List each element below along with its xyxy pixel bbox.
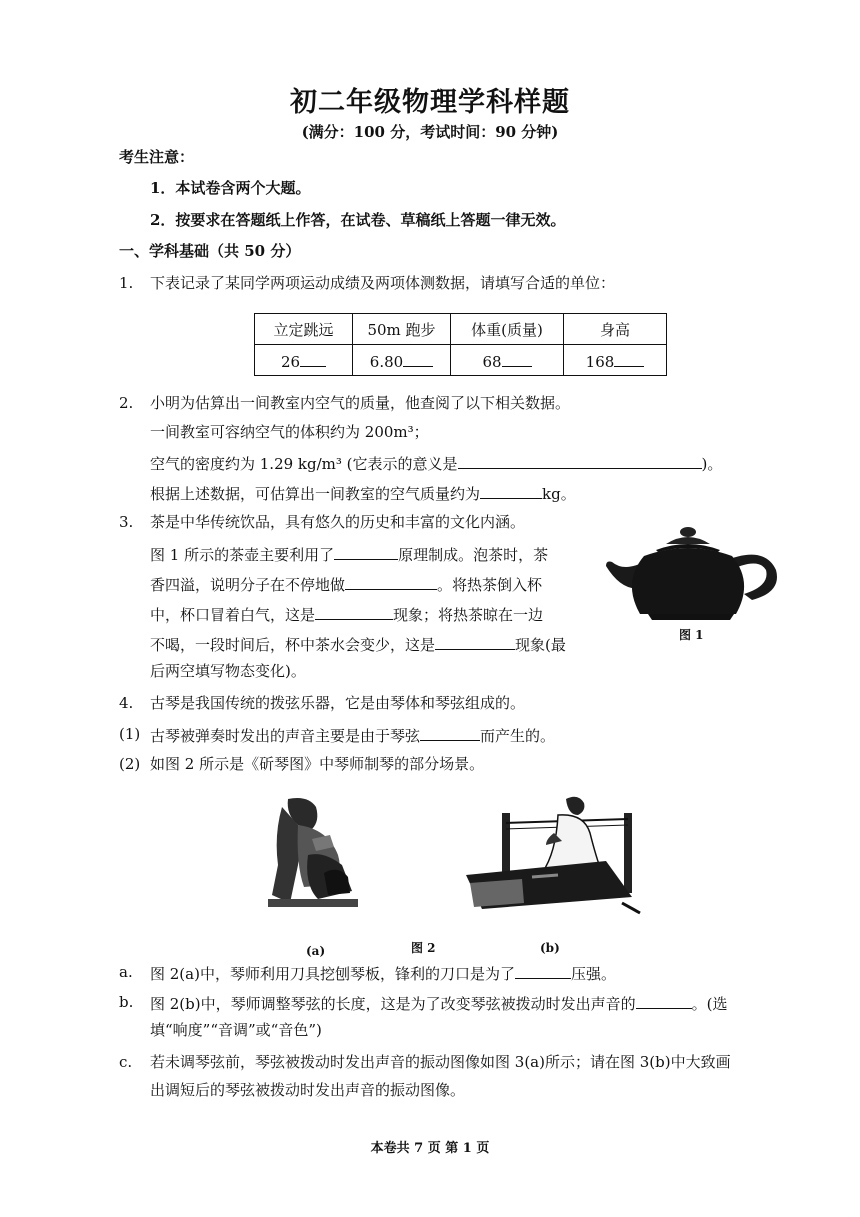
sub-item-number: a.: [119, 963, 133, 981]
table-header-cell: 体重(质量): [451, 314, 564, 345]
question-text: kg。: [542, 485, 576, 503]
answer-blank[interactable]: [480, 482, 542, 499]
question-text: 茶是中华传统饮品，具有悠久的历史和丰富的文化内涵。: [150, 513, 526, 531]
question-line: [150, 573, 542, 595]
answer-blank[interactable]: [614, 350, 644, 367]
question-text: 而产生的。: [480, 727, 556, 745]
cell-value: 26: [280, 352, 301, 371]
answer-blank[interactable]: [334, 543, 398, 560]
question-text: 若未调琴弦前，琴弦被拨动时发出声音的振动图像如图 3(a)所示；请在图 3(b)中大致画: [150, 1053, 731, 1071]
notice-heading: 考生注意：: [119, 148, 195, 166]
sub-item-number: b.: [119, 993, 134, 1011]
answer-blank[interactable]: [515, 962, 571, 979]
page-footer: 本卷共 7 页 第 1 页: [370, 1141, 490, 1156]
answer-blank[interactable]: [403, 350, 433, 367]
question-text: 填“响度”“音调”或“音色”): [150, 1021, 322, 1039]
question-text: 古琴被弹奏时发出的声音主要是由于琴弦: [150, 727, 421, 745]
answer-blank[interactable]: [502, 350, 532, 367]
table-cell: [255, 345, 353, 376]
question-number: 1.: [119, 274, 134, 292]
question-text: 香四溢，说明分子在不停地做: [150, 576, 346, 594]
page-title: 初二年级物理学科样题: [290, 87, 570, 118]
sub-question-number: (1): [119, 725, 141, 743]
question-text: 空气的密度约为 1.29 kg/m³ (它表示的意义是: [150, 455, 458, 473]
question-line: [150, 724, 555, 746]
question-number: 4.: [119, 694, 134, 712]
question-text: 。(选: [691, 995, 728, 1013]
notice-item-1: 1．本试卷含两个大题。: [150, 179, 311, 197]
answer-blank[interactable]: [458, 452, 702, 469]
notice-item-2: 2．按要求在答题纸上作答，在试卷、草稿纸上答题一律无效。: [150, 211, 566, 229]
table-cell: [451, 345, 564, 376]
answer-blank[interactable]: [420, 724, 480, 741]
table-cell: [353, 345, 451, 376]
question-text: 中，杯口冒着白气，这是: [150, 606, 316, 624]
sub-question-number: (2): [119, 755, 141, 773]
table-cell: [564, 345, 667, 376]
question-text: 后两空填写物态变化)。: [150, 662, 306, 680]
data-table: [254, 313, 667, 376]
question-line: [150, 962, 616, 984]
table-header-cell: 立定跳远: [255, 314, 353, 345]
question-line: [150, 482, 576, 504]
cell-value: 6.80: [369, 352, 404, 371]
table-header-cell: 身高: [564, 314, 667, 345]
answer-blank[interactable]: [435, 633, 515, 650]
figure-2a-label: (a): [306, 944, 326, 958]
answer-blank[interactable]: [300, 350, 326, 367]
figure-1-label: 图 1: [679, 628, 704, 642]
table-header-cell: 50m 跑步: [353, 314, 451, 345]
question-text: 不喝，一段时间后，杯中茶水会变少，这是: [150, 636, 436, 654]
craftsman-tuning-figure: [462, 793, 642, 915]
question-text: 一间教室可容纳空气的体积约为 200m³；: [150, 423, 429, 441]
question-line: [150, 543, 548, 565]
question-number: 3.: [119, 513, 134, 531]
question-text: 现象；将热茶晾在一边: [393, 606, 544, 624]
section-heading: 一、学科基础（共 50 分）: [119, 242, 301, 260]
question-text: 古琴是我国传统的拨弦乐器，它是由琴体和琴弦组成的。: [150, 694, 526, 712]
answer-blank[interactable]: [315, 603, 393, 620]
question-line: [150, 633, 566, 655]
question-text: 。将热茶倒入杯: [437, 576, 543, 594]
question-text: 如图 2 所示是《斫琴图》中琴师制琴的部分场景。: [150, 755, 485, 773]
question-line: [150, 452, 722, 474]
question-text: 原理制成。泡茶时，茶: [398, 546, 549, 564]
question-line: [150, 992, 727, 1014]
question-line: [150, 603, 543, 625]
question-text: 根据上述数据，可估算出一间教室的空气质量约为: [150, 485, 481, 503]
question-text: 图 2(a)中，琴师利用刀具挖刨琴板，锋利的刀口是为了: [150, 965, 515, 983]
figure-2-label: 图 2: [411, 941, 436, 955]
question-number: 2.: [119, 394, 134, 412]
sub-item-number: c.: [119, 1053, 133, 1071]
question-text: 下表记录了某同学两项运动成绩及两项体测数据，请填写合适的单位：: [150, 274, 616, 292]
question-text: 小明为估算出一间教室内空气的质量，他查阅了以下相关数据。: [150, 394, 571, 412]
exam-info: (满分：100 分，考试时间：90 分钟): [301, 123, 559, 141]
question-text: 压强。: [570, 965, 616, 983]
teapot-figure: [604, 522, 784, 624]
answer-blank[interactable]: [345, 573, 437, 590]
cell-value: 68: [482, 352, 502, 371]
craftsman-carving-figure: [268, 795, 358, 907]
question-text: 图 1 所示的茶壶主要利用了: [150, 546, 335, 564]
cell-value: 168: [585, 352, 615, 371]
question-text: 出调短后的琴弦被拨动时发出声音的振动图像。: [150, 1081, 466, 1099]
answer-blank[interactable]: [636, 992, 692, 1009]
question-text: )。: [701, 455, 723, 473]
figure-2b-label: (b): [540, 941, 560, 955]
question-text: 现象(最: [515, 636, 566, 654]
question-text: 图 2(b)中，琴师调整琴弦的长度，这是为了改变琴弦被拨动时发出声音的: [150, 995, 636, 1013]
